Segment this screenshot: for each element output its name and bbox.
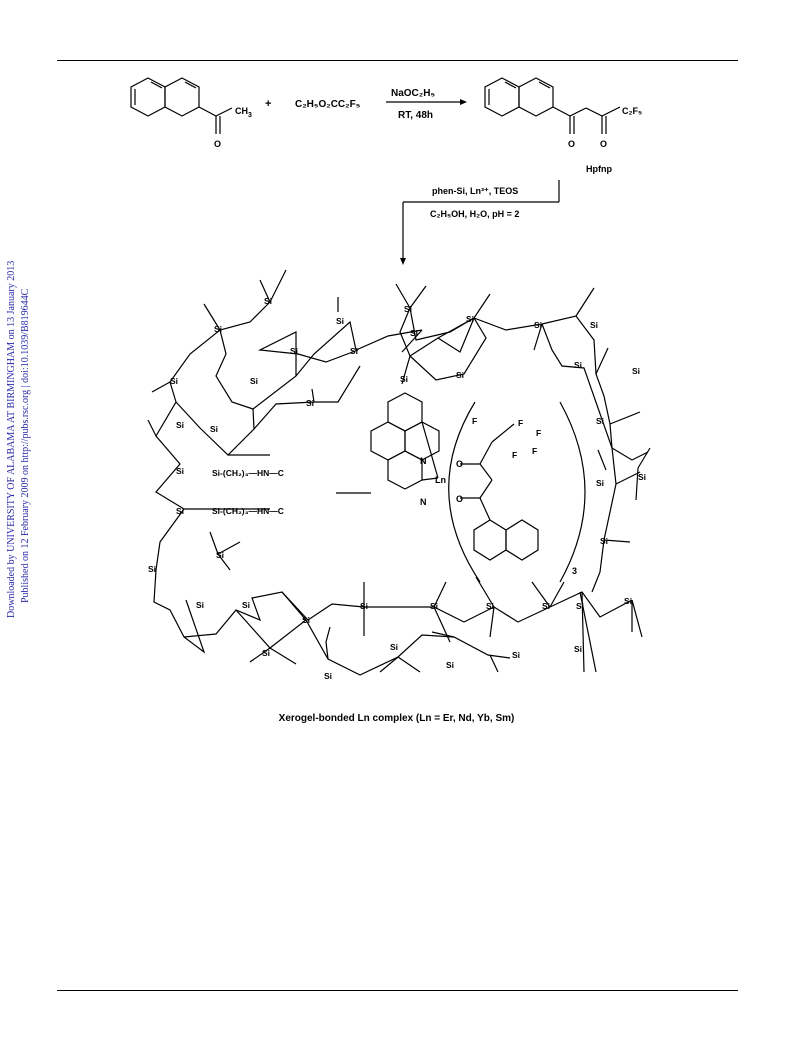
reagent-base-label: NaOC₂H₅	[391, 88, 436, 99]
svg-text:F: F	[532, 446, 538, 456]
svg-text:Si: Si	[512, 650, 521, 660]
svg-text:Si: Si	[262, 648, 271, 658]
svg-text:F: F	[472, 416, 478, 426]
svg-text:Si: Si	[410, 328, 419, 338]
diketonate-o-1: O	[456, 459, 464, 469]
svg-text:Si: Si	[590, 320, 599, 330]
linker-upper: Si-(CH₂)₃—HN—C	[212, 468, 284, 478]
svg-text:Si: Si	[534, 320, 543, 330]
svg-text:Si: Si	[148, 564, 157, 574]
svg-text:Si: Si	[170, 376, 179, 386]
hpfnp-structure	[485, 78, 620, 134]
svg-text:Si: Si	[638, 472, 647, 482]
svg-text:Si: Si	[596, 416, 605, 426]
perfluoroethyl-label: C₂F₅	[622, 106, 643, 116]
acetylnaphthalene-structure	[131, 78, 232, 134]
product-o-2: O	[600, 139, 608, 149]
plus-sign: +	[265, 98, 272, 110]
diketonate-o-2: O	[456, 494, 464, 504]
svg-text:Si: Si	[430, 601, 439, 611]
product-o-1: O	[568, 139, 576, 149]
reaction-arrow-2	[400, 258, 406, 265]
svg-text:Si: Si	[290, 346, 299, 356]
svg-text:Si: Si	[624, 596, 633, 606]
svg-text:Si: Si	[574, 360, 583, 370]
svg-text:Si: Si	[632, 366, 641, 376]
svg-text:Si: Si	[600, 536, 609, 546]
svg-text:Si: Si	[486, 601, 495, 611]
svg-text:Si: Si	[446, 660, 455, 670]
product-name: Hpfnp	[586, 164, 612, 174]
svg-text:Si: Si	[214, 324, 223, 334]
svg-text:Si: Si	[360, 601, 369, 611]
svg-text:Si: Si	[350, 346, 359, 356]
svg-text:Si: Si	[210, 424, 219, 434]
carbonyl-o-label: O	[214, 139, 222, 149]
svg-text:F: F	[536, 428, 542, 438]
svg-text:Si: Si	[466, 314, 475, 324]
svg-text:Si: Si	[574, 644, 583, 654]
phen-n-1: N	[420, 456, 427, 466]
step2-conditions: C₂H₅OH, H₂O, pH = 2	[430, 209, 520, 219]
svg-text:Si: Si	[216, 550, 225, 560]
publication-notice: Published on 12 February 2009 on http://pubs.rsc.org | doi:10.1039/B819644C	[20, 288, 31, 603]
fluorine-labels	[472, 416, 541, 460]
svg-text:Si: Si	[264, 296, 273, 306]
svg-text:F: F	[518, 418, 524, 428]
svg-text:Si: Si	[404, 304, 413, 314]
svg-text:Si: Si	[242, 600, 251, 610]
linker-lower: Si-(CH₂)₃—HN—C	[212, 506, 284, 516]
svg-text:F: F	[512, 450, 518, 460]
step2-reagents: phen-Si, Ln³⁺, TEOS	[432, 186, 519, 196]
footer-rule	[57, 990, 738, 991]
metal-center: Ln	[435, 475, 446, 485]
svg-text:Si: Si	[176, 420, 185, 430]
svg-text:Si: Si	[176, 466, 185, 476]
phenanthroline-ligand	[336, 393, 439, 493]
reagent-condition-label: RT, 48h	[398, 110, 434, 121]
svg-text:Si: Si	[302, 615, 311, 625]
svg-text:Si: Si	[324, 671, 333, 681]
svg-text:Si: Si	[250, 376, 259, 386]
svg-text:Si: Si	[576, 601, 585, 611]
si-atom-labels	[148, 296, 646, 681]
svg-text:Si: Si	[596, 478, 605, 488]
scheme-caption: Xerogel-bonded Ln complex (Ln = Er, Nd, Yb, Sm)	[278, 713, 515, 724]
download-notice: Downloaded by UNIVERSITY OF ALABAMA AT BIRMINGHAM on 13 January 2013	[6, 260, 17, 618]
reaction-scheme	[120, 72, 680, 707]
svg-text:Si: Si	[196, 600, 205, 610]
svg-text:Si: Si	[390, 642, 399, 652]
svg-text:Si: Si	[542, 601, 551, 611]
ligand-count: 3	[572, 566, 578, 576]
svg-text:Si: Si	[306, 398, 315, 408]
diketonate-ligand	[449, 402, 585, 582]
header-rule	[57, 60, 738, 61]
ester-label: C₂H₅O₂CC₂F₅	[295, 99, 361, 110]
phen-n-2: N	[420, 497, 427, 507]
methyl-label: $CH_3$	[235, 106, 252, 119]
svg-text:Si: Si	[176, 506, 185, 516]
svg-text:Si: Si	[456, 370, 465, 380]
svg-text:Si: Si	[336, 316, 345, 326]
svg-text:Si: Si	[400, 374, 409, 384]
